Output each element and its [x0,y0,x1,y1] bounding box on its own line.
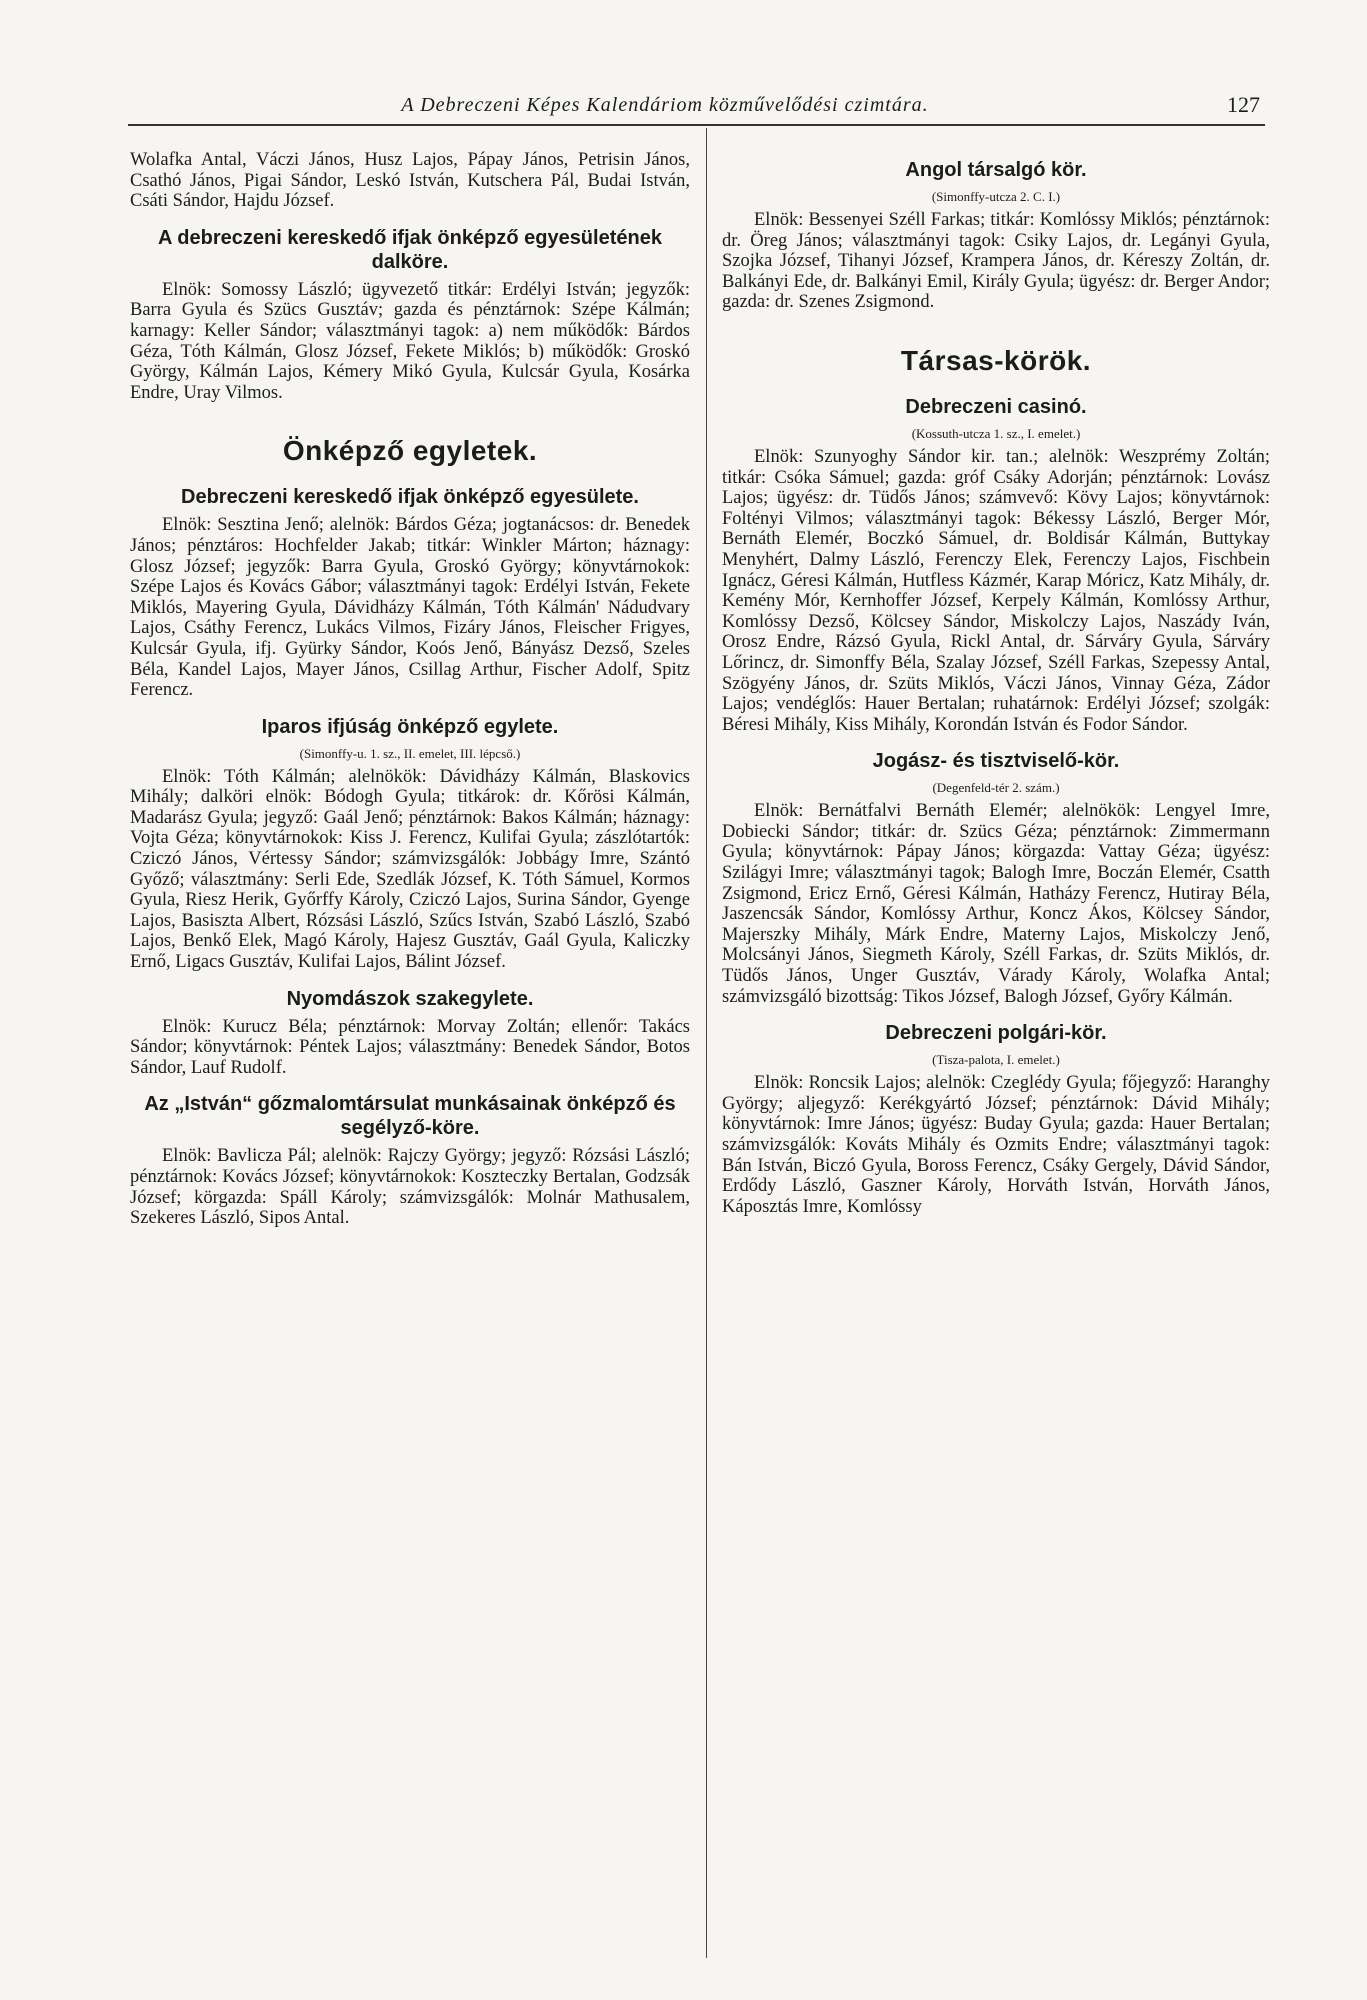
section-heading-iparos: Iparos ifjúság önképző egylete. [261,715,559,738]
section-heading-casino: Debreczeni casinó. [905,395,1087,418]
running-header [130,92,1260,122]
section-heading-polgari: Debreczeni polgári-kör. [885,1022,1107,1045]
section-address-polgari: (Tisza-palota, I. emelet.) [932,1052,1060,1068]
section-heading-jogasz: Jogász- és tisztviselő-kör. [872,750,1120,773]
section-text-angol: Elnök: Bessenyei Széll Farkas; titkár: Komlóssy Miklós; pénztárnok: dr. Öreg János; választmányi tagok: Csiky Lajos, dr. Legányi Gyula, Szojka József, Tihanyi József, Krampera János, dr. Kéreszy Zoltán, dr. Balkányi Ede, dr. Balkányi Emil, Király Gyula; ügyész: dr. Berger Andor; gazda: dr. Szenes Zsigmond. [722,210,1270,313]
section-heading-angol: Angol társalgó kör. [905,159,1087,181]
major-heading-onkepzo: Önképző egyletek. [282,435,538,467]
section-text-iparos: Elnök: Tóth Kálmán; alelnökök: Dávidházy Kálmán, Blaskovics Mihály; dalköri elnök: Bódogh Gyula; titkárok: dr. Kőrösi Kálmán, Madarász Gyula; jegyző: Gaál Jenő; pénztárnok: Bakos Kálmán; háznagy: Vojta Géza; könyvtárnokok: Kiss J. Ferencz, Kulifai Gyula; zászlótartók: Cziczó János, Vértessy Sándor; számvizsgálók: Jobbágy Imre, Szántó Győző; választmány: Serli Ede, Szedlák József, K. Tóth Sámuel, Kormos Gyula, Riesz Herik, Győrffy Károly, Cziczó Lajos, Surina Sándor, Gyenge Lajos, Basiszta Albert, Rózsási László, Szűcs István, Szabó László, Szabó Lajos, Benkő Elek, Magó Károly, Hajesz Gusztáv, Gaál Gyula, Kaliczky Ernő, Ligacs Gusztáv, Kulifai Lajos, Bálint József. [130,766,690,973]
section-heading-nyomdasz: Nyomdászok szakegylete. [286,987,534,1010]
column-divider [706,128,707,1958]
section-address-angol: (Simonffy-utcza 2. C. I.) [931,189,1061,204]
section-text-casino: Elnök: Szunyoghy Sándor kir. tan.; alelnök: Weszprémy Zoltán; titkár: Csóka Sámuel; gazda: gróf Csáky Adorján; pénztárnok: Lovász Lajos; ügyész: dr. Tüdős János; számvevő: Kövy Lajos; könyvtárnok: Foltényi Vilmos; választmányi tagok: Békessy László, Berger Mór, Bernáth Elemér, Boczkó Sámuel, dr. Boldisár Kálmán, Buttykay Menyhért, Dalmy László, Ferenczy Elek, Ferenczy Lajos, Fischbein Ignácz, Géresi Kálmán, Hutfless Kázmér, Karap Móricz, Katz Mihály, dr. Kemény Mór, Kernhoffer József, Kerpely Kálmán, Komlóssy Arthur, Komlóssy Dezső, Kölcsey Sándor, Miskolczy Lajos, Naszády Iván, Orosz Endre, Rázsó Gyula, Rickl Antal, dr. Sárváry Gyula, Sárváry Lőrincz, dr. Simonffy Béla, Szalay József, Széll Farkas, Szepessy Antal, Szögyény János, dr. Szüts Miklós, Váczi János, Vinnay Géza, Zádor Lajos; vendéglős: Hauer Bertalan; ruhatárnok: Erdélyi József; szolgák: Béresi Mihály, Kiss Mihály, Korondán István és Fodor Sándor. [722,446,1270,735]
section-text-kereskedo: Elnök: Sesztina Jenő; alelnök: Bárdos Géza; jogtanácsos: dr. Benedek János; pénztáros: Hochfelder Jakab; titkár: Winkler Márton; háznagy: Glosz József; jegyzők: Barra Gyula, Groskó György; könyvtárnokok: Szépe Lajos és Kovács Gábor; választmányi tagok: Erdélyi István, Fekete Miklós, Mayering Gyula, Dávidházy Kálmán, Tóth Kálmán' Nádudvary Lajos, Csáthy Ferencz, Lukács Vilmos, Fizáry János, Fleischer Frigyes, Kulcsár Gyula, ifj. Gyürky Sándor, Koós Jenő, Bányász Dezső, Szeles Béla, Kandel Lajos, Mayer János, Csillag Arthur, Fischer Adolf, Spitz Ferencz. [130,515,690,701]
section-address-jogasz: (Degenfeld-tér 2. szám.) [932,780,1060,796]
section-text-istvan: Elnök: Bavlicza Pál; alelnök: Rajczy György; jegyző: Rózsási László; pénztárnok: Kovács József; könyvtárnokok: Koszteczky Bertalan, Godzsák József; körgazda: Spáll Károly; számvizsgálók: Molnár Mathusalem, Szekeres László, Sipos Antal. [130,1146,690,1229]
header-rule [128,124,1265,126]
section-heading-istvan: Az „István“ gőzmalomtársulat munkásainak önképző és segélyző-köre. [144,1093,676,1140]
section-heading-kereskedo: Debreczeni kereskedő ifjak önképző egyesülete. [181,486,639,509]
left-column [130,150,690,1229]
section-heading-dalkor: A debreczeni kereskedő ifjak önképző egyesületének dalköre. [158,226,662,273]
section-address-iparos: (Simonffy-u. 1. sz., II. emelet, III. lépcső.) [299,745,521,761]
right-column [722,158,1270,1217]
major-heading-tarsas: Társas-körök. [900,344,1092,376]
section-address-casino: (Kossuth-utcza 1. sz., I. emelet.) [911,425,1081,441]
section-text-dalkor: Elnök: Somossy László; ügyvezető titkár: Erdélyi István; jegyzők: Barra Gyula és Szücs Gusztáv; gazda és pénztárnok: Szépe Kálmán; karnagy: Keller Sándor; választmányi tagok: a) nem működők: Bárdos Géza, Tóth Kálmán, Glosz József, Fekete Miklós; b) működők: Groskó György, Kálmán Lajos, Kémery Mikó Gyula, Kulcsár Gyula, Kosárka Endre, Uray Vilmos. [130,279,690,403]
section-text-jogasz: Elnök: Bernátfalvi Bernáth Elemér; alelnökök: Lengyel Imre, Dobiecki Sándor; titkár: dr. Szücs Géza; pénztárnok: Zimmermann Gyula; könyvtárnok: Pápay János; körgazda: Vattay Géza; ügyész: Szilágyi Imre; választmányi tagok; Balogh Imre, Boczán Elemér, Csatth Zsigmond, Ericz Ernő, Géresi Kálmán, Hatházy Ferencz, Hutiray Béla, Jaszencsák Sándor, Komlóssy Arthur, Koncz Ákos, Kölcsey Sándor, Majerszky Mihály, Márk Endre, Materny Lajos, Miskolczy Jenő, Molcsányi János, Siegmeth Károly, Széll Farkas, dr. Szüts Miklós, dr. Tüdős János, Unger Gusztáv, Várady Károly, Wolafka Antal; számvizsgáló bizottság: Tikos József, Balogh József, Győry Kálmán. [722,801,1270,1007]
intro-paragraph: Wolafka Antal, Váczi János, Husz Lajos, Pápay János, Petrisin János, Csathó János, Pigai Sándor, Leskó István, Kutschera Pál, Budai István, Csáti Sándor, Hajdu József. [130,150,690,212]
section-text-nyomdasz: Elnök: Kurucz Béla; pénztárnok: Morvay Zoltán; ellenőr: Takács Sándor; könyvtárnok: Péntek Lajos; választmány: Benedek Sándor, Botos Sándor, Lauf Rudolf. [130,1016,690,1078]
running-title: A Debreczeni Képes Kalendáriom közművelődési czimtára. [401,94,929,116]
page-number: 127 [1227,92,1260,117]
section-text-polgari: Elnök: Roncsik Lajos; alelnök: Czeglédy Gyula; főjegyző: Haranghy György; aljegyző: Kerékgyártó József; pénztárnok: Dávid Mihály; könyvtárnok: Imre János; ügyész: Buday Gyula; gazda: Hauer Bertalan; számvizsgálók: Kováts Mihály és Ozmits Endre; választmányi tagok: Bán István, Biczó Gyula, Boross Ferencz, Csáky Gergely, Dávid Sándor, Erdődy László, Gaszner Károly, Horváth István, Horváth János, Káposztás Imre, Komlóssy [722,1073,1270,1217]
